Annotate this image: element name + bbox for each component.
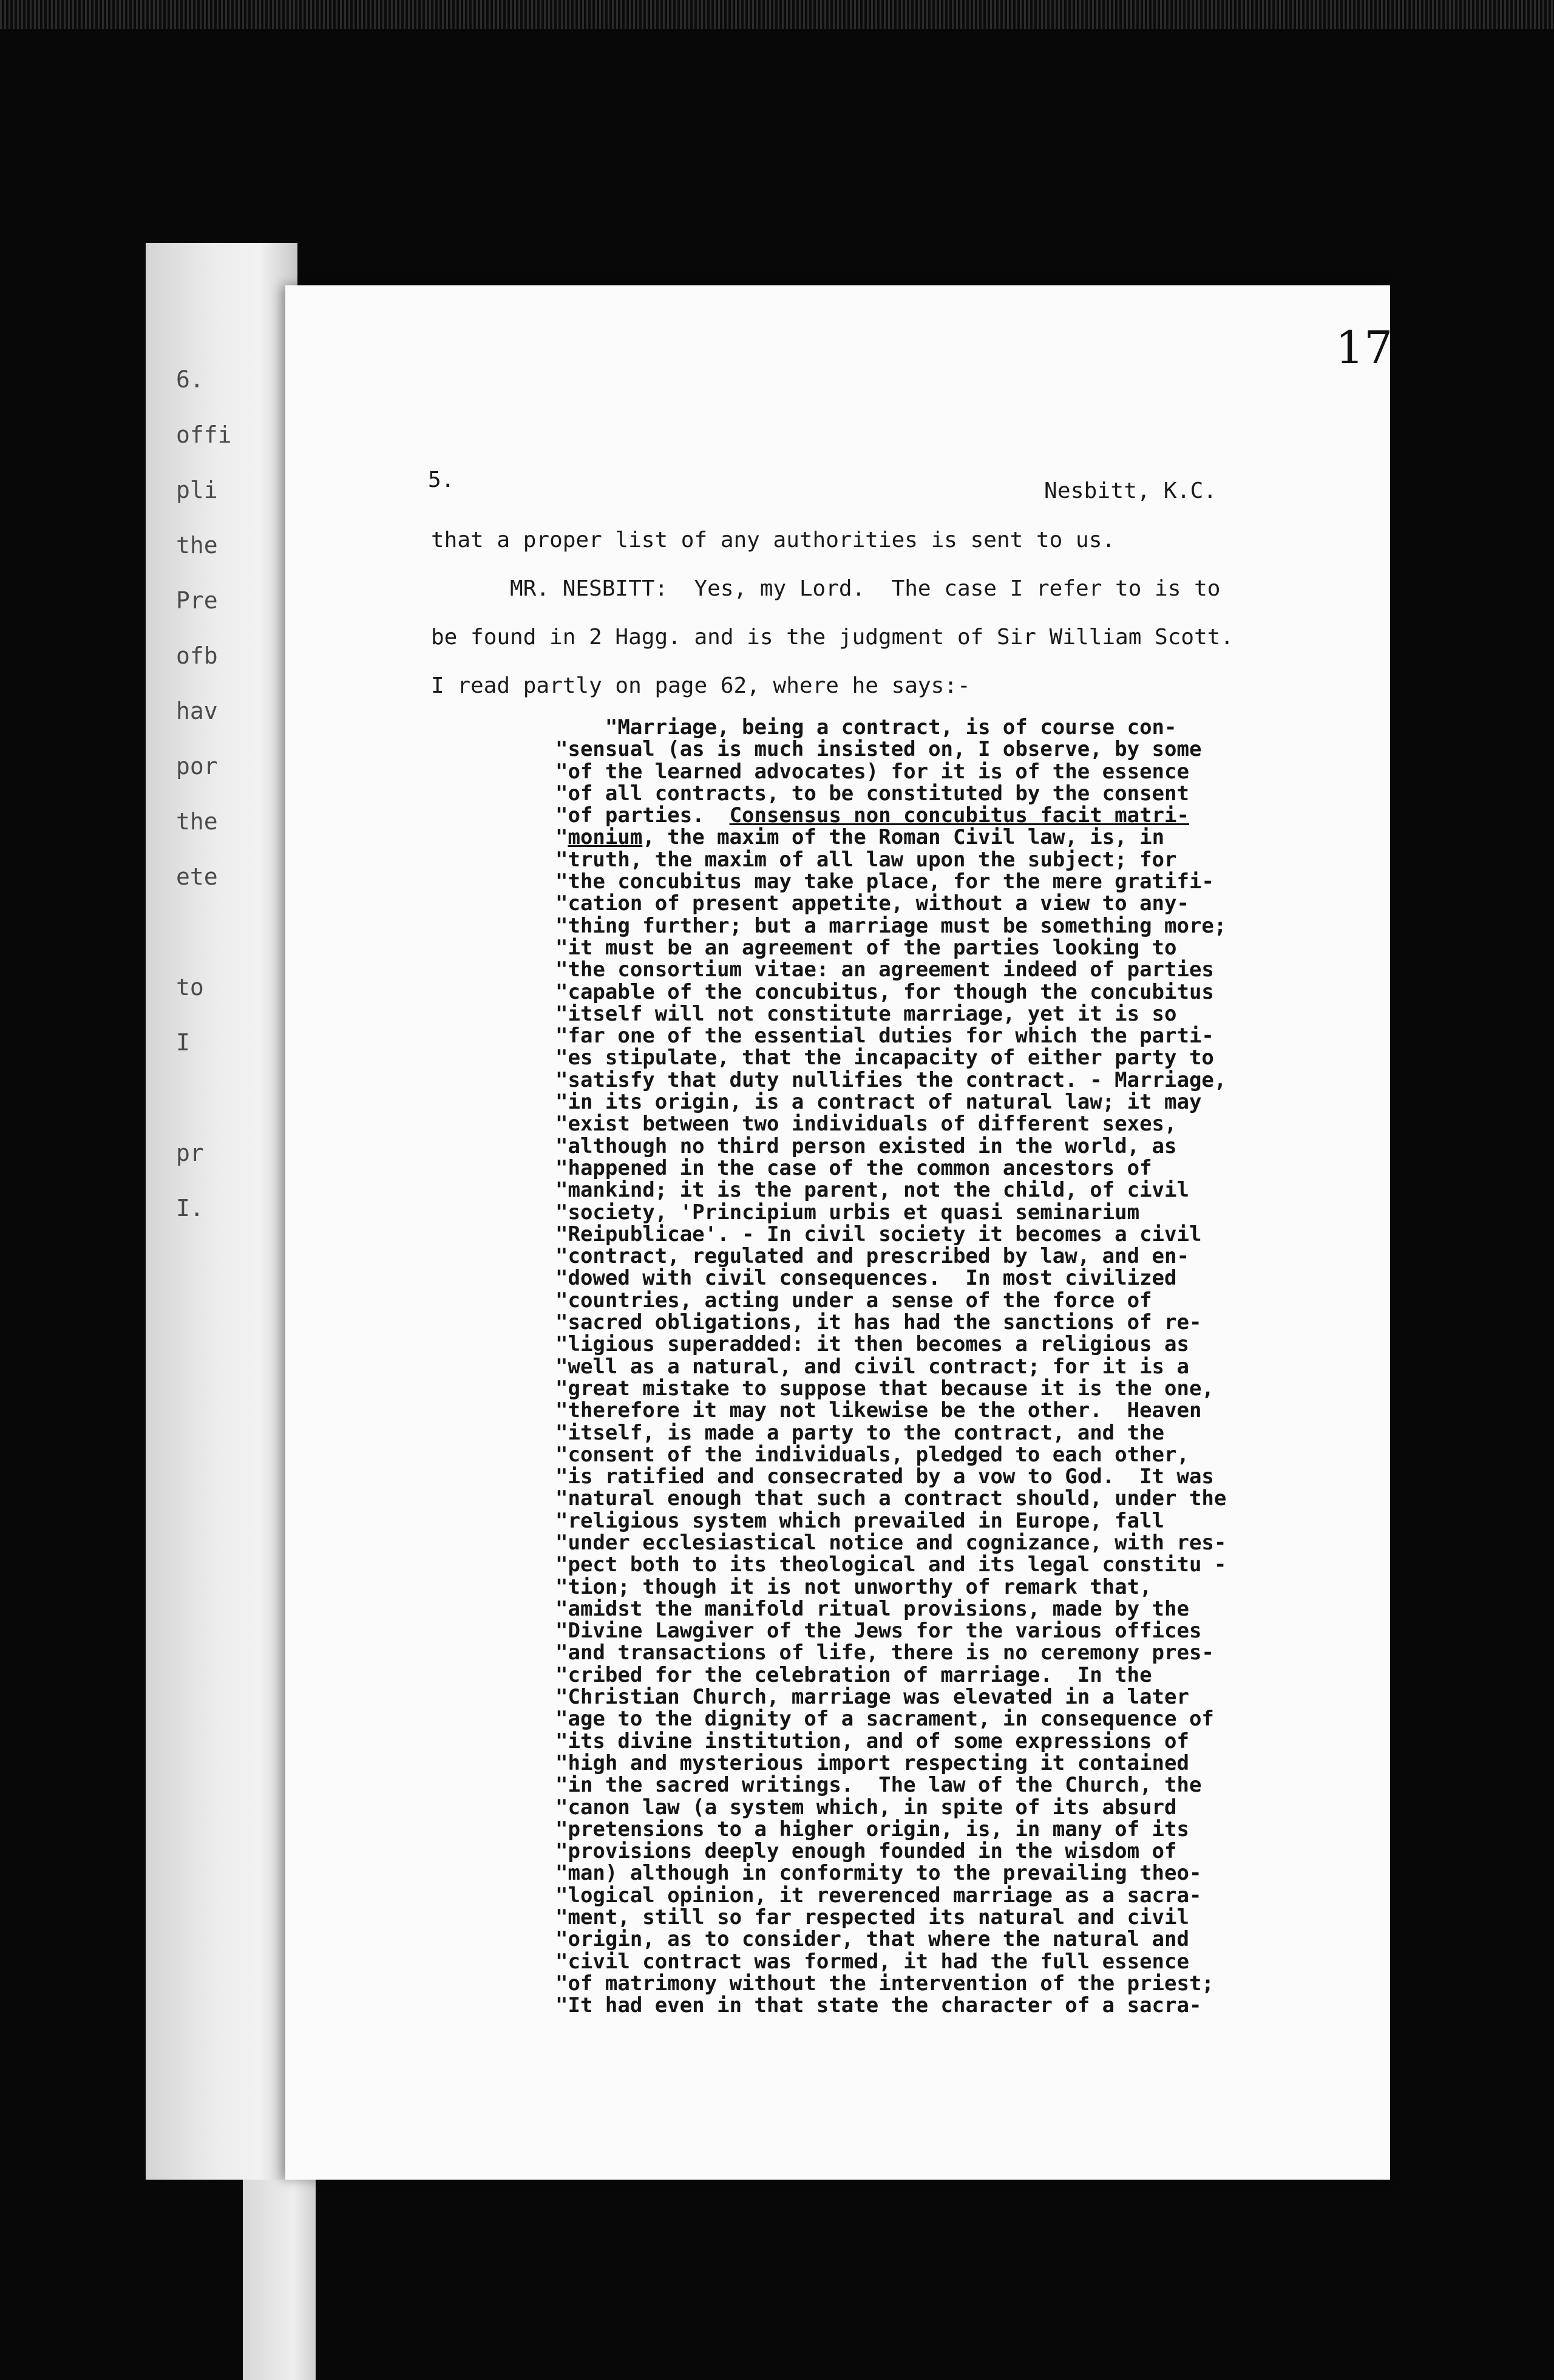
block-quote [555, 716, 1339, 2017]
quote-line: "in the sacred writings. The law of the Church, the [555, 1773, 1202, 1798]
quote-line: "ligious superadded: it then becomes a religious as [555, 1332, 1189, 1357]
quote-line: "age to the dignity of a sacrament, in consequence of [555, 1707, 1214, 1732]
previous-page-tab [243, 2180, 316, 2380]
fragment-text: hav [176, 698, 218, 724]
quote-line: "thing further; but a marriage must be something more; [555, 913, 1227, 938]
quote-line: "the concubitus may take place, for the mere gratifi- [555, 869, 1214, 894]
fragment-text: the [176, 532, 218, 559]
quote-line: "truth, the maxim of all law upon the subject; for [555, 847, 1177, 872]
fragment-text: ofb [176, 642, 218, 669]
quote-line: "happened in the case of the common ancestors of [555, 1155, 1152, 1180]
quote-line: "tion; though it is not unworthy of remark that, [555, 1574, 1152, 1599]
quote-line: "satisfy that duty nullifies the contract. - Marriage, [555, 1067, 1227, 1092]
quote-line: "logical opinion, it reverenced marriage as a sacra- [555, 1883, 1202, 1908]
quote-line: "cation of present appetite, without a view to any- [555, 891, 1189, 916]
fragment-text: 6. [176, 366, 204, 393]
quote-text: , the maxim of the Roman Civil law, is, in [642, 825, 1165, 850]
quote-line: "ment, still so far respected its natural and civil [555, 1905, 1189, 1930]
quote-line: "it must be an agreement of the parties looking to [555, 935, 1177, 960]
quote-line: "countries, acting under a sense of the force of [555, 1288, 1152, 1313]
quote-line: "dowed with civil consequences. In most civilized [555, 1266, 1177, 1291]
fragment-text: ete [176, 863, 218, 890]
quote-line: "great mistake to suppose that because it is the one, [555, 1376, 1214, 1401]
fragment-text: pli [176, 477, 218, 503]
quote-line: "civil contract was formed, it had the full essence [555, 1949, 1189, 1974]
quote-line: "of all contracts, to be constituted by the consent [555, 781, 1189, 806]
quote-line: "far one of the essential duties for which the parti- [555, 1024, 1214, 1049]
body-line: that a proper list of any authorities is sent to us. [431, 528, 1116, 552]
section-number: 5. [428, 467, 455, 492]
quote-line: "in its origin, is a contract of natural law; it may [555, 1090, 1202, 1115]
quote-line: "contract, regulated and prescribed by law, and en- [555, 1244, 1189, 1269]
fragment-text: pr [176, 1140, 204, 1166]
quote-line: "although no third person existed in the world, as [555, 1134, 1177, 1158]
quote-line: "under ecclesiastical notice and cognizance, with res- [555, 1530, 1227, 1555]
previous-page-fragments [176, 352, 232, 1236]
quote-line: "Christian Church, marriage was elevated in a later [555, 1685, 1189, 1710]
fragment-text: offi [176, 421, 232, 448]
scan-edge-strip [0, 0, 1554, 29]
running-head: Nesbitt, K.C. [1044, 478, 1217, 503]
body-text [431, 516, 1342, 710]
quote-line: "well as a natural, and civil contract; for it is a [555, 1354, 1189, 1379]
quote-line: "its divine institution, and of some expressions of [555, 1729, 1189, 1753]
fragment-text: to [176, 974, 204, 1001]
quote-line: "pretensions to a higher origin, is, in many of its [555, 1817, 1189, 1841]
fragment-text: I [176, 1029, 190, 1056]
quote-line: "It had even in that state the character of a sacra- [555, 1993, 1202, 2018]
quote-line: "Reipublicae'. - In civil society it becomes a civil [555, 1222, 1202, 1246]
quote-line: "the consortium vitae: an agreement indeed of parties [555, 957, 1214, 982]
quote-line: "amidst the manifold ritual provisions, made by the [555, 1596, 1189, 1621]
quote-line: "origin, as to consider, that where the natural and [555, 1927, 1189, 1952]
fragment-text: por [176, 753, 218, 780]
quote-line: "sensual (as is much insisted on, I observe, by some [555, 737, 1202, 762]
quote-line: "society, 'Principium urbis et quasi seminarium [555, 1200, 1140, 1225]
quote-line [555, 804, 1339, 826]
fragment-text: the [176, 808, 218, 835]
quote-line: "natural enough that such a contract should, under the [555, 1486, 1227, 1511]
page-number: 17 [1335, 322, 1393, 374]
quote-line: "therefore it may not likewise be the other. Heaven [555, 1398, 1202, 1423]
quote-line: "sacred obligations, it has had the sanctions of re- [555, 1310, 1202, 1335]
quote-line: "man) although in conformity to the prevailing theo- [555, 1861, 1202, 1886]
quote-line [555, 826, 1339, 848]
underlined-latin-maxim: Consensus non concubitus facit matri- [729, 803, 1189, 828]
body-line: I read partly on page 62, where he says:- [431, 673, 971, 698]
fragment-text: I. [176, 1195, 204, 1222]
quote-line: "religious system which prevailed in Europe, fall [555, 1508, 1165, 1533]
quote-line: "exist between two individuals of different sexes, [555, 1112, 1177, 1137]
quote-line: "itself, is made a party to the contract, and the [555, 1420, 1165, 1445]
quote-line: "pect both to its theological and its legal constitu - [555, 1552, 1227, 1577]
quote-line: "is ratified and consecrated by a vow to God. It was [555, 1464, 1214, 1489]
quote-line: "high and mysterious import respecting it contained [555, 1750, 1189, 1775]
quote-line: "provisions deeply enough founded in the wisdom of [555, 1839, 1177, 1864]
quote-line: "Marriage, being a contract, is of course con- [555, 715, 1177, 739]
quote-line: "canon law (a system which, in spite of its absurd [555, 1795, 1177, 1820]
quote-text: "of parties. [555, 803, 730, 828]
quote-line: "mankind; it is the parent, not the child, of civil [555, 1178, 1189, 1203]
fragment-text [176, 1070, 225, 1126]
body-line: be found in 2 Hagg. and is the judgment of Sir William Scott. [431, 625, 1234, 650]
fragment-text: Pre [176, 587, 218, 614]
quote-line: "es stipulate, that the incapacity of either party to [555, 1046, 1214, 1070]
underlined-latin-maxim: monium [568, 825, 643, 850]
quote-line: "and transactions of life, there is no ceremony pres- [555, 1640, 1214, 1665]
quote-line: "itself will not constitute marriage, yet it is so [555, 1001, 1177, 1026]
body-line: MR. NESBITT: Yes, my Lord. The case I refer to is to [431, 576, 1221, 601]
quote-line: "of matrimony without the intervention of the priest; [555, 1971, 1214, 1996]
quote-line: "capable of the concubitus, for though the concubitus [555, 979, 1214, 1004]
quote-line: "of the learned advocates) for it is of the essence [555, 759, 1189, 784]
quote-text: " [555, 825, 568, 850]
fragment-text [176, 905, 225, 960]
quote-line: "consent of the individuals, pledged to each other, [555, 1442, 1189, 1467]
quote-line: "cribed for the celebration of marriage. In the [555, 1662, 1152, 1687]
quote-line: "Divine Lawgiver of the Jews for the various offices [555, 1619, 1202, 1644]
